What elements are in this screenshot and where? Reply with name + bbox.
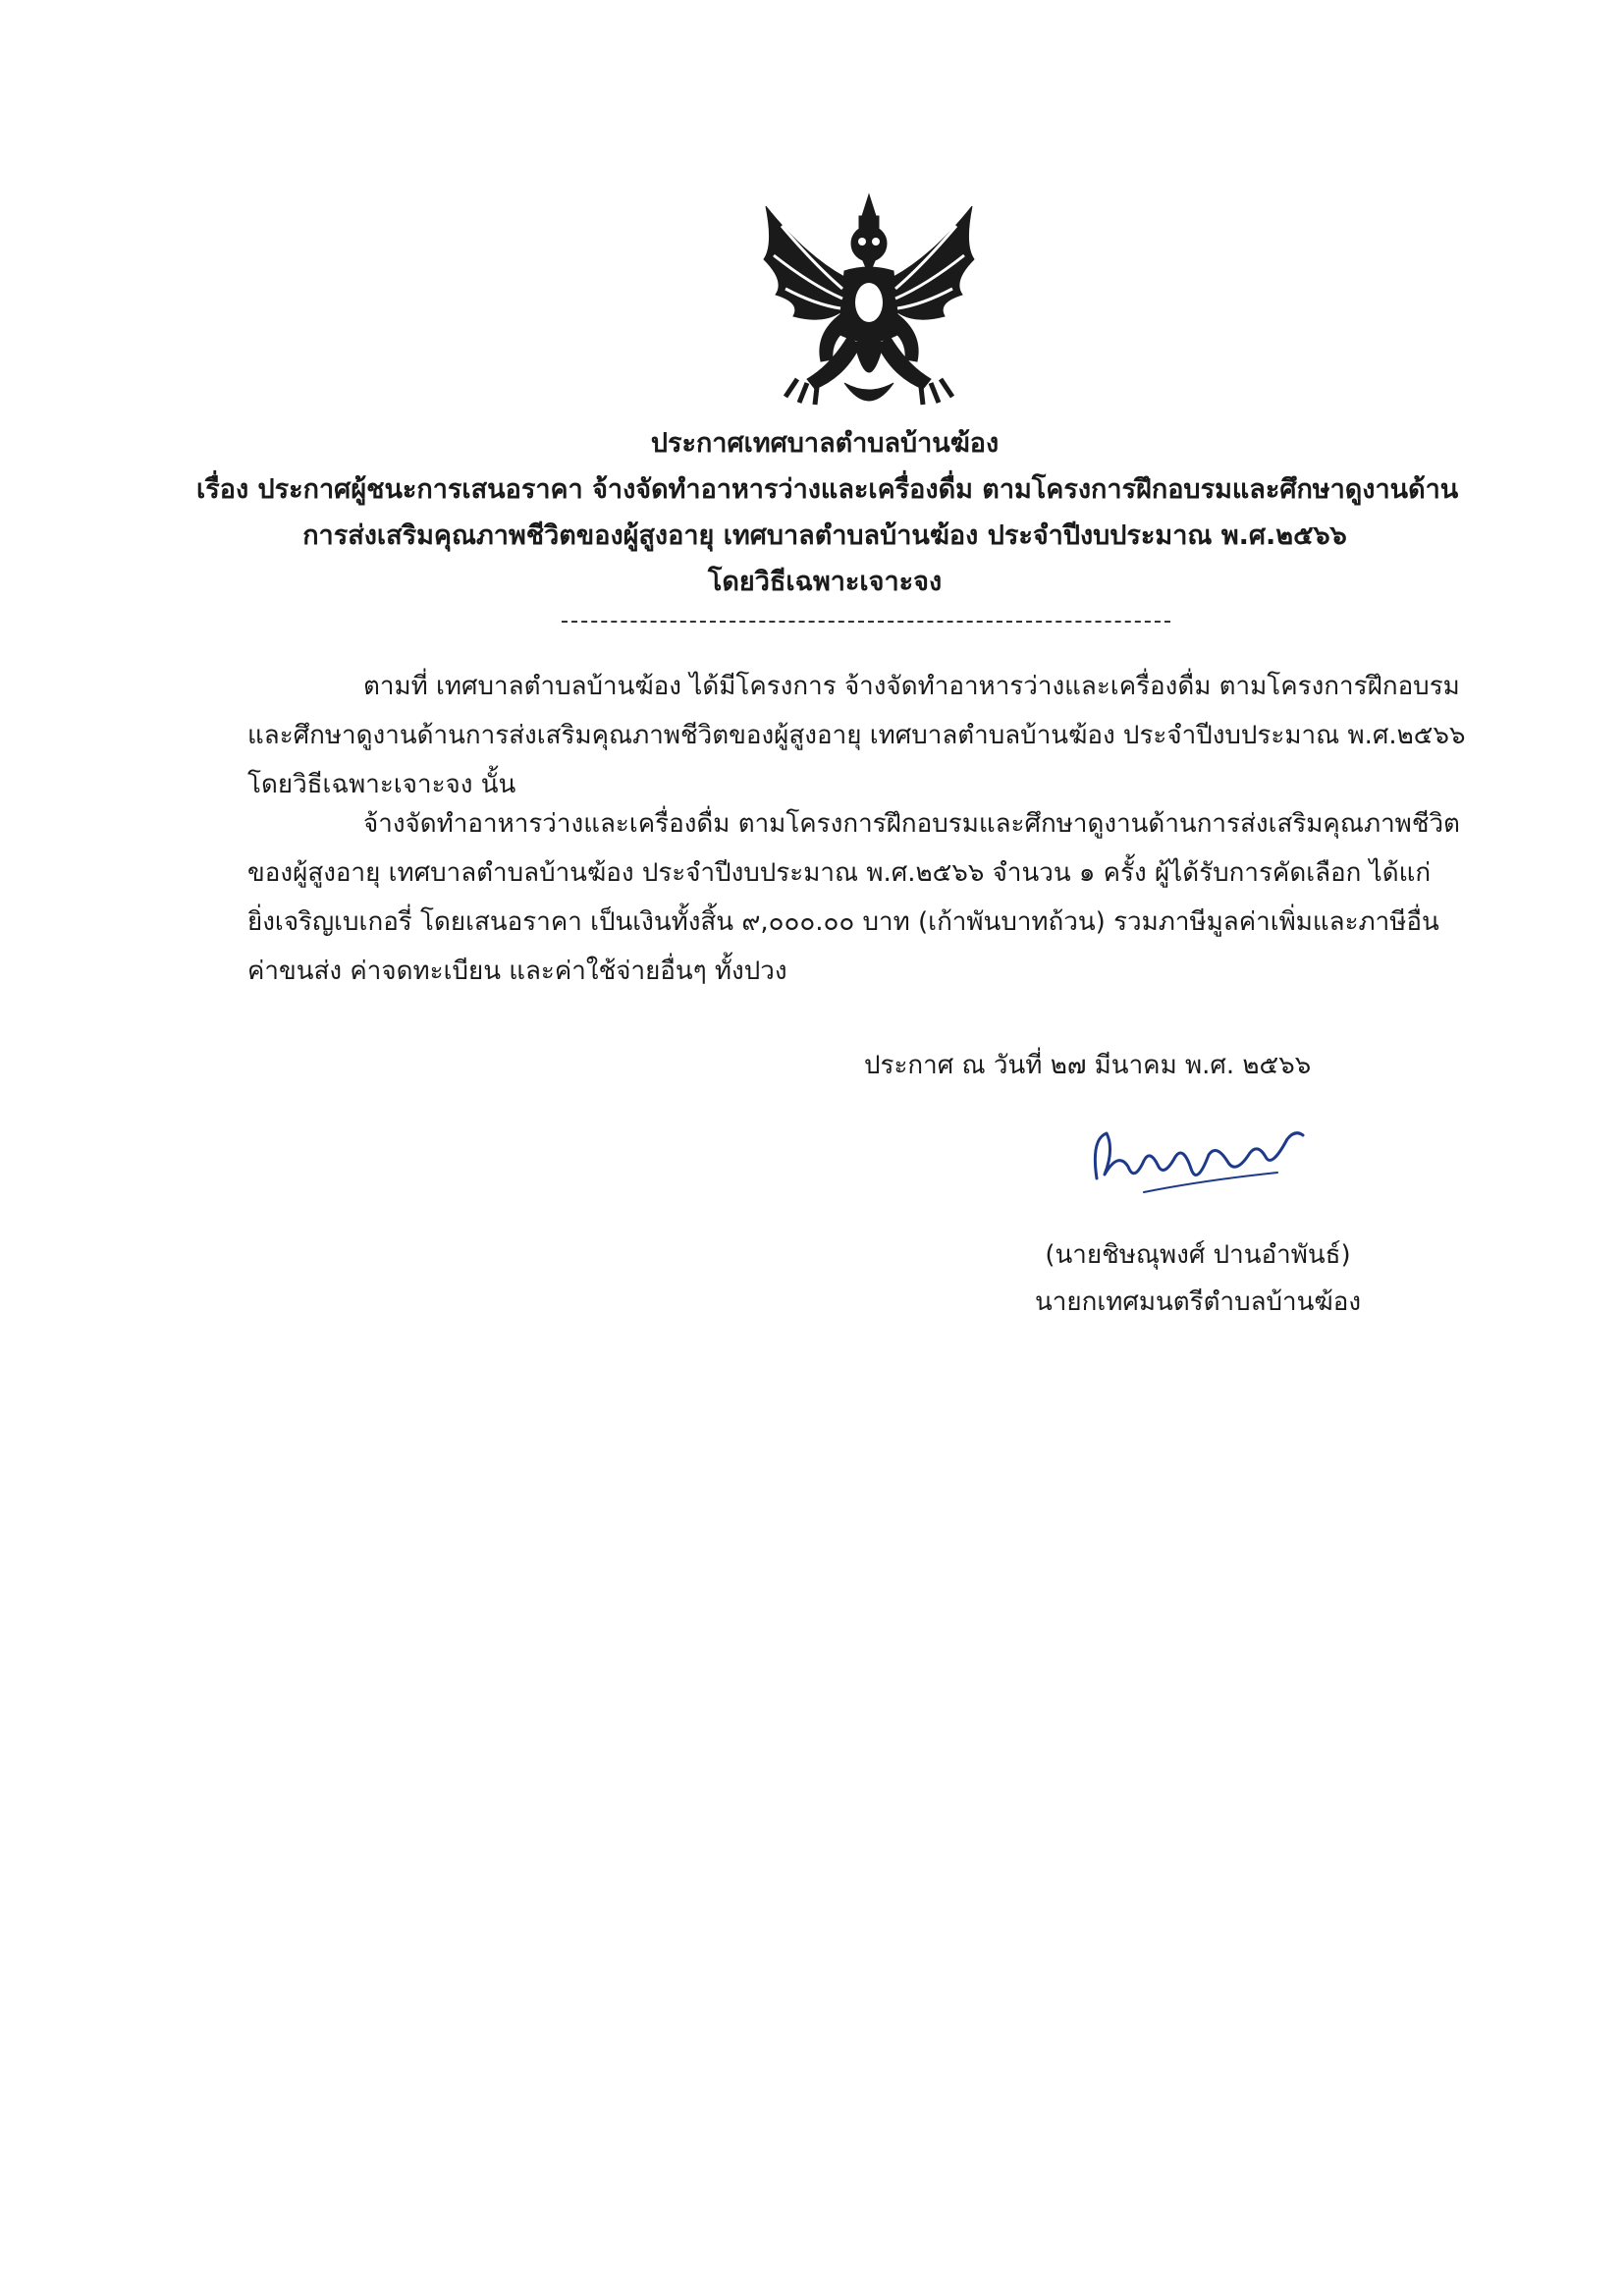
signer-name: (นายชิษณุพงศ์ ปานอำพันธ์) [1045, 1240, 1351, 1270]
paragraph-2-line: จ้างจัดทำอาหารว่างและเครื่องดื่ม ตามโครงการฝึกอบรมและศึกษาดูงานด้านการส่งเสริมคุณภาพชีวิต [363, 809, 1460, 839]
garuda-emblem-icon [746, 187, 992, 422]
paragraph-1-line: ตามที่ เทศบาลตำบลบ้านฆ้อง ได้มีโครงการ จ้างจัดทำอาหารว่างและเครื่องดื่ม ตามโครงการฝึกอบรม [363, 672, 1460, 701]
handwritten-signature [1085, 1110, 1311, 1208]
subject-line-1: เรื่อง ประกาศผู้ชนะการเสนอราคา จ้างจัดทำอาหารว่างและเครื่องดื่ม ตามโครงการฝึกอบรมและศึกษาดูงานด้าน [196, 474, 1459, 505]
method-line: โดยวิธีเฉพาะเจาะจง [707, 567, 943, 597]
signer-title: นายกเทศมนตรีตำบลบ้านฆ้อง [1034, 1287, 1362, 1317]
subject-line-2: การส่งเสริมคุณภาพชีวิตของผู้สูงอายุ เทศบาลตำบลบ้านฆ้อง ประจำปีงบประมาณ พ.ศ.๒๕๖๖ [302, 520, 1347, 551]
paragraph-2-line: ยิ่งเจริญเบเกอรี่ โดยเสนอราคา เป็นเงินทั้งสิ้น ๙,๐๐๐.๐๐ บาท (เก้าพันบาทถ้วน) รวมภาษีมูลค่าเพิ่มและภาษีอื่น [247, 907, 1439, 937]
signer-block [1001, 1231, 1394, 1326]
header-divider [562, 621, 1170, 623]
announcement-date: ประกาศ ณ วันที่ ๒๗ มีนาคม พ.ศ. ๒๕๖๖ [864, 1051, 1312, 1080]
org-title: ประกาศเทศบาลตำบลบ้านฆ้อง [650, 428, 1000, 459]
paragraph-1-line: และศึกษาดูงานด้านการส่งเสริมคุณภาพชีวิตของผู้สูงอายุ เทศบาลตำบลบ้านฆ้อง ประจำปีงบประมาณ พ.ศ.๒๕๖๖ [247, 721, 1466, 750]
document-header [196, 420, 1459, 605]
paragraph-2-line: ค่าขนส่ง ค่าจดทะเบียน และค่าใช้จ่ายอื่นๆ ทั้งปวง [247, 957, 787, 986]
paragraph-1 [247, 662, 1490, 809]
paragraph-2 [247, 799, 1490, 996]
paragraph-2-line: ของผู้สูงอายุ เทศบาลตำบลบ้านฆ้อง ประจำปีงบประมาณ พ.ศ.๒๕๖๖ จำนวน ๑ ครั้ง ผู้ได้รับการคัดเลือก ได้แก่ [247, 858, 1432, 888]
paragraph-1-line: โดยวิธีเฉพาะเจาะจง นั้น [247, 770, 516, 799]
